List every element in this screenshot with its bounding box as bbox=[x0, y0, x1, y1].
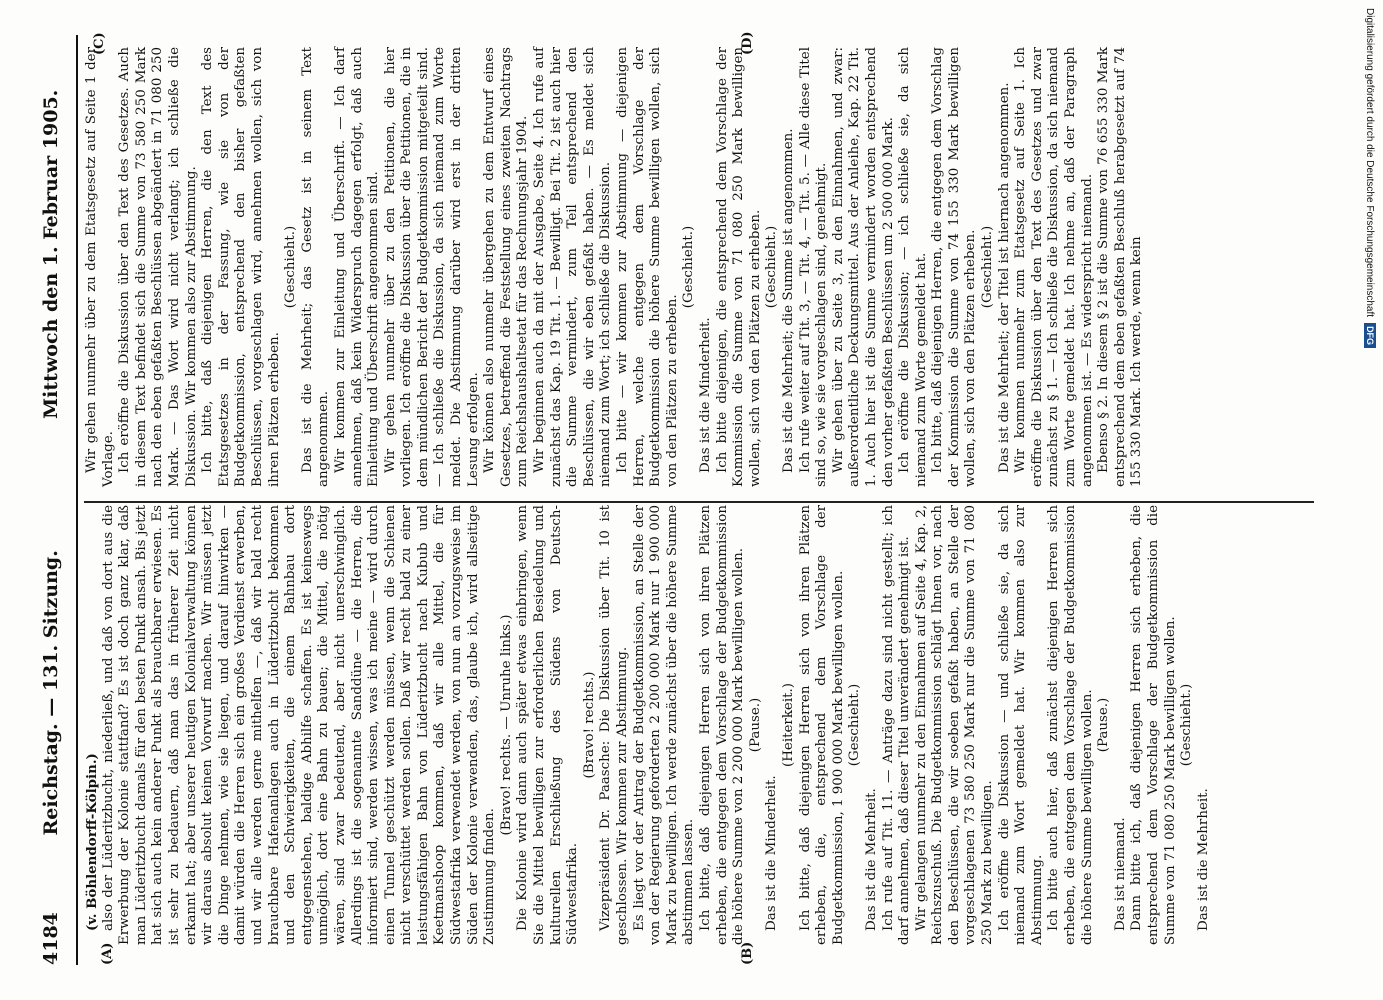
paragraph: Das ist niemand. bbox=[1112, 817, 1128, 931]
paragraph: Ich eröffne die Diskussion — und schließe sie, da sich niemand zum Wort gemeldet hat. Wir kommen also zur Abstimmung. bbox=[996, 505, 1045, 945]
paragraph: (Geschieht.) bbox=[681, 225, 697, 309]
paragraph: Ich bitte — wir kommen zur Abstimmung — diejenigen Herren, welche entgegen dem Vorschlage der Budgetkommission die höhere Summe bewilligen wollen, sich von den Plätzen zu erheben. bbox=[615, 47, 680, 487]
paragraph: Wir gehen nunmehr über zu den Petitionen, die hier vorliegen. Ich eröffne die Diskussion über die Petitionen, die in dem mündlichen Bericht der Budgetkommission mitgeteilt sind. — Ich schließe die Diskussion, da sich niemand zum Worte meldet. Die Abstimmung darüber wird erst in der dritten Lesung erfolgen. bbox=[382, 47, 481, 487]
paragraph: Das ist die Mehrheit; der Titel ist hiernach angenommen. bbox=[996, 82, 1012, 473]
paragraph: Ich bitte, daß diejenigen Herren sich von ihren Plätzen erheben, die, entsprechend dem Vorschlage der Budgetkommission, 1 900 000 Mark bewilligen wollen. bbox=[797, 505, 846, 945]
paragraph: Ich bitte, daß diejenigen Herren, die entgegen dem Vorschlag der Kommission die Summe von 74 155 330 Mark bewilligen wollen, sich von den Plätzen erheben. bbox=[930, 47, 979, 487]
paragraph: Das ist die Mehrheit; das Gesetz ist in seinem Text angenommen. bbox=[299, 47, 332, 487]
paragraph: Ebenso § 2. In diesem § 2 ist die Summe von 76 655 330 Mark entsprechend dem eben gefaßten Beschluß herabgesetzt auf 74 155 330 Mark. Ich werde, wenn kein bbox=[1096, 47, 1145, 487]
header-rule bbox=[76, 35, 78, 965]
page-number: 4184 bbox=[40, 912, 62, 965]
paragraph: (Bravo! rechts.) bbox=[581, 671, 597, 779]
paragraph: (Geschieht.) bbox=[847, 683, 863, 767]
paragraph: Dann bitte ich, daß diejenigen Herren sich erheben, die entsprechend dem Vorschlage der Budgetkommission die Summe von 71 080 250 Mark bewilligen wollen. bbox=[1129, 505, 1178, 945]
paragraph: Ich rufe weiter auf Tit. 3, — Tit. 4, — Tit. 5. — Alle diese Titel sind so, wie sie vorgeschlagen sind, genehmigt. bbox=[797, 47, 830, 487]
digitization-credit bbox=[1362, 8, 1382, 998]
paragraph: Die Kolonie wird dann auch später etwas einbringen, wenn Sie die Mittel bewilligen zur erforderlichen Besiedelung und kulturellen Erschließung des Südens von Deutsch-Südwestafrika. bbox=[515, 505, 581, 945]
column-rule bbox=[84, 501, 1314, 503]
paragraph: also der Lüderitzbucht, niederließ, und daß von dort aus die Erwerbung der Kolonie stattfand? Es ist doch ganz klar, daß man Lüderitzbucht damals für den besten Punkt ansah. Bis jetzt hat sich auch kein anderer Punkt als brauchbarer erwiesen. Es ist sehr zu bedauern, daß man das in früherer Zeit nicht erkannt hat; aber unserer heutigen Kolonialverwaltung können wir daraus absolut keinen Vorwurf machen. Wir müssen jetzt die Dinge nehmen, wie sie liegen, und darauf hinwirken — damit würden die Herren sich ein großes Verdienst erwerben, und wir alle werden gerne mithelfen —, daß wir bald recht brauchbare Hafenanlagen auch in Lüderitzbucht bekommen und den Schwierigkeiten, die einem Bahnbau dort entgegenstehen, baldige Abhilfe schaffen. Es ist keineswegs unmöglich, dort eine Bahn zu bauen; die Mittel, die nötig wären, sind zwar bedeutend, aber nicht unerschwinglich. Allerdings ist die sogenannte Sanddüne — die Herren, die informiert sind, werden wissen, was ich meine — wird durch einen Tunnel geschützt werden müssen, wenn die Schienen nicht verschüttet werden sollen. Daß wir recht bald zu einer leistungsfähigen Bahn von Lüderitzbucht nach Kubub und Keetmanshoop kommen, daß wir alle Mittel, die für Südwestafrika verwendet werden, von nun an vorzugsweise im Süden der Kolonie verwenden, das, glaube ich, wird allseitige Zustimmung finden. bbox=[100, 505, 498, 945]
margin-mark-d: (D) bbox=[740, 31, 755, 55]
paragraph: Wir können also nunmehr übergehen zu dem Entwurf eines Gesetzes, betreffend die Feststellung eines zweiten Nachtrags zum Reichshaushaltsetat für das Rechnungsjahr 1904. bbox=[482, 47, 531, 487]
header-right-title: Mittwoch den 1. Februar 1905. bbox=[40, 89, 62, 419]
paragraph: (v. Böhlendorff-Kölpin.) bbox=[84, 753, 100, 931]
paragraph: Das ist die Mehrheit. bbox=[1195, 788, 1211, 931]
paragraph: (Geschieht.) bbox=[1179, 683, 1195, 767]
paragraph: (Heiterkeit.) bbox=[780, 683, 796, 767]
paragraph: (Geschieht.) bbox=[980, 225, 996, 309]
paragraph: Es liegt vor der Antrag der Budgetkommission, an Stelle der von der Regierung geforderten 2 200 000 Mark nur 1 900 000 Mark zu bewilligen. Ich werde zunächst über die höhere Summe abstimmen lassen. bbox=[631, 504, 697, 945]
right-column bbox=[84, 47, 1146, 487]
paragraph: Das ist die Mehrheit; die Summe ist angenommen. bbox=[780, 128, 796, 473]
paragraph: Wir gehen über zu Seite 3, zu den Einnahmen, und zwar: außerordentliche Deckungsmittel. Aus der Anleihe, Kap. 22 Tit. 1. Auch hier ist die Summe vermindert worden entsprechend den vorher gefaßten Beschlüssen um 2 500 000 Mark. bbox=[830, 47, 896, 487]
paragraph: Ich bitte, daß diejenigen Herren, die den Text des Etatsgesetzes in der Fassung, wie sie von der Budgetkommission, entsprechend den bisher gefaßten Beschlüssen, vorgeschlagen wird, annehmen wollen, sich von ihren Plätzen erheben. bbox=[200, 47, 282, 487]
margin-mark-c: (C) bbox=[92, 32, 107, 55]
credit-text: Digitalisierung gefördert durch die Deutsche Forschungsgemeinschaft bbox=[1364, 8, 1376, 318]
paragraph: (Bravo! rechts. — Unruhe links.) bbox=[498, 614, 514, 836]
paragraph: Wir kommen zur Einleitung und Überschrift. — Ich darf annehmen, daß kein Widerspruch dagegen erfolgt, daß auch Einleitung und Überschrift angenommen sind. bbox=[332, 47, 382, 487]
paragraph: Ich rufe auf Tit. 11. — Anträge dazu sind nicht gestellt; ich darf annehmen, daß dieser Titel unverändert genehmigt ist. bbox=[880, 505, 913, 945]
margin-mark-b: (B) bbox=[740, 941, 755, 965]
rotated-content bbox=[40, 31, 1340, 965]
paragraph: Das ist die Minderheit. bbox=[764, 775, 780, 931]
page-header bbox=[40, 35, 80, 965]
paragraph: Ich bitte auch hier, daß zunächst diejenigen Herren sich erheben, die entgegen dem Vorschlage der Budgetkommission die höhere Summe bewilligen wollen. bbox=[1046, 505, 1095, 945]
left-column bbox=[84, 505, 1212, 945]
paragraph: (Geschieht.) bbox=[283, 225, 299, 309]
paragraph: Ich bitte, daß diejenigen Herren sich von ihren Plätzen erheben, die entgegen dem Vorschlage der Budgetkommission die höhere Summe von 2 200 000 Mark bewilligen wollen. bbox=[697, 505, 747, 945]
header-left-title: Reichstag. — 131. Sitzung. bbox=[40, 550, 62, 836]
paragraph: Wir beginnen auch da mit der Ausgabe, Seite 4. Ich rufe auf zunächst das Kap. 19 Tit. 1. — Bewilligt. Bei Tit. 2 ist auch hier die Summe vermindert, zum Teil entsprechend den Beschlüssen, die wir eben gefaßt haben. — Es meldet sich niemand zum Wort; ich schließe die Diskussion. bbox=[532, 47, 614, 487]
paragraph: Ich eröffne die Diskussion; — ich schließe sie, da sich niemand zum Worte gemeldet hat. bbox=[897, 47, 929, 487]
paragraph: Wir gelangen nunmehr zu den Einnahmen auf Seite 4, Kap. 2, Reichszuschuß. Die Budgetkommission schlägt Ihnen vor, nach den Beschlüssen, die wir soeben gefaßt haben, an Stelle der vorgeschlagenen 73 580 250 Mark nur die Summe von 71 080 250 Mark zu bewilligen. bbox=[913, 505, 996, 945]
paragraph: (Pause.) bbox=[1096, 697, 1112, 753]
paragraph: Vizepräsident Dr. Paasche: Die Diskussion über Tit. 10 ist geschlossen. Wir kommen zur Abstimmung. bbox=[598, 505, 630, 945]
paragraph: (Pause.) bbox=[747, 697, 763, 753]
dfg-logo: DFG bbox=[1364, 323, 1376, 348]
paragraph: Ich bitte diejenigen, die entsprechend dem Vorschlage der Kommission die Summe von 71 080 250 Mark bewilligen wollen, sich von den Plätzen zu erheben. bbox=[714, 47, 763, 487]
paragraph: Ich eröffne die Diskussion über den Text des Gesetzes. Auch in diesem Text befindet sich die Summe von 73 580 250 Mark nach den eben gefaßten Beschlüssen abgeändert in 71 080 250 Mark. — Das Wort wird nicht verlangt; ich schließe die Diskussion. Wir kommen also zur Abstimmung. bbox=[117, 47, 199, 487]
margin-mark-a: (A) bbox=[100, 942, 115, 965]
paragraph: (Geschieht.) bbox=[764, 225, 780, 309]
paragraph: Wir kommen nunmehr zum Etatsgesetz auf Seite 1. Ich eröffne die Diskussion über den Text des Gesetzes und zwar zunächst zu § 1. — Ich schließe die Diskussion, da sich niemand zum Worte gemeldet hat. Ich nehme an, daß der Paragraph angenommen ist. — Es widerspricht niemand. bbox=[1013, 47, 1095, 487]
paragraph: Wir gehen nunmehr über zu dem Etatsgesetz auf Seite 1 der Vorlage. bbox=[84, 47, 116, 487]
paragraph: Das ist die Mehrheit. bbox=[863, 788, 879, 931]
paragraph: Das ist die Minderheit. bbox=[697, 317, 713, 473]
